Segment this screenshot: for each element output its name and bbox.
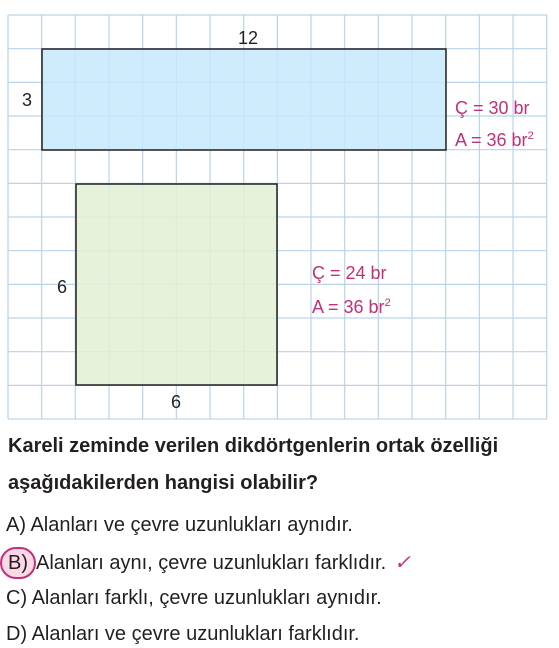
- rect2-width-label: 6: [170, 392, 182, 412]
- option-d-text: Alanları ve çevre uzunlukları farklıdır.: [27, 623, 360, 645]
- option-d-letter: D): [6, 623, 28, 645]
- question-text: Kareli zeminde verilen dikdörtgenlerin ortak özelliği aşağıdakilerden hangisi olabilir?: [8, 435, 499, 494]
- rect1-height-label: 3: [21, 90, 33, 110]
- rectangle-12-by-3: [42, 49, 446, 150]
- option-b-text: Alanları aynı, çevre uzunlukları farklıdır.: [36, 552, 387, 574]
- rect2-perimeter: Ç = 24 br: [312, 263, 387, 283]
- option-b[interactable]: [6, 547, 411, 579]
- rect1-area: A = 36 $br^2$: [455, 130, 534, 150]
- rect1-perimeter: Ç = 30 br: [455, 98, 530, 118]
- option-c-text: Alanları farklı, çevre uzunlukları aynıdır.: [27, 587, 382, 609]
- checkmark-icon: ✓: [394, 552, 411, 574]
- option-a[interactable]: [6, 511, 353, 539]
- rect2-height-label: 6: [56, 277, 68, 297]
- rect2-area: A = 36 $br^2$: [312, 297, 391, 317]
- option-c-letter: C): [6, 587, 28, 609]
- option-c[interactable]: [6, 584, 382, 612]
- option-a-letter: A): [6, 514, 26, 536]
- option-a-text: Alanları ve çevre uzunlukları aynıdır.: [26, 514, 353, 536]
- rect1-width-label: 12: [237, 28, 259, 48]
- rectangle-6-by-6: [76, 184, 277, 385]
- option-b-letter: B): [0, 547, 36, 579]
- option-d[interactable]: [6, 620, 359, 648]
